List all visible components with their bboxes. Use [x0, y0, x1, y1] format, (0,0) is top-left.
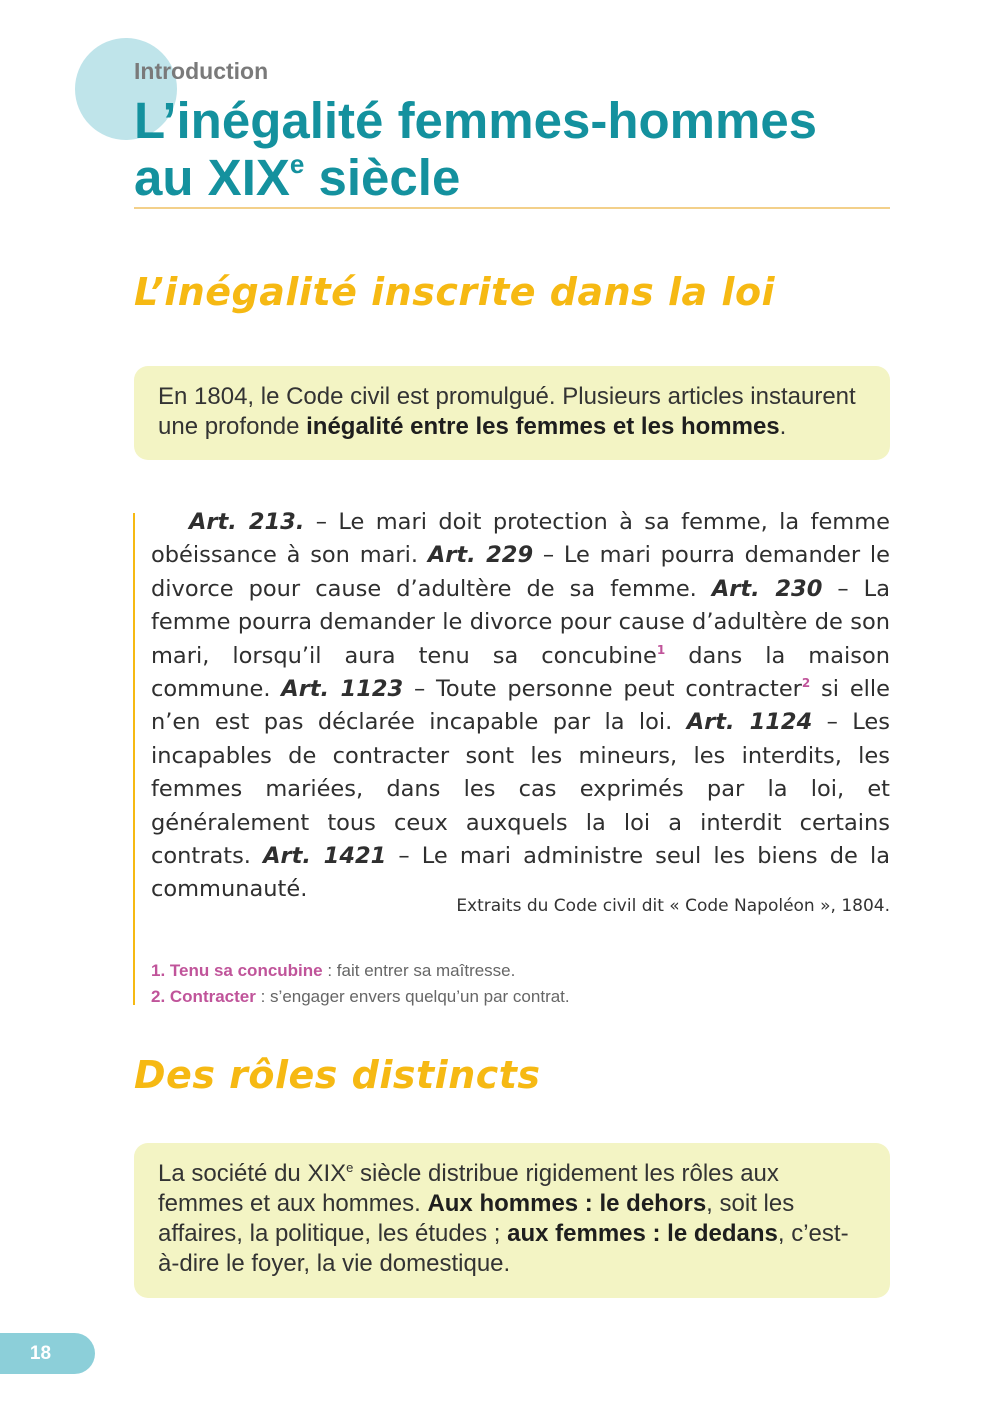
footnote-item [151, 958, 890, 984]
footnote-term: 2. Contracter [151, 987, 256, 1006]
footnotes [151, 958, 890, 1010]
intro-text: En 1804, le Code civil est promulgué. Plusieurs articles instaurent une profonde [158, 383, 856, 440]
intro-bold: inégalité entre les femmes et les hommes [306, 413, 780, 440]
quote-source: Extraits du Code civil dit « Code Napoléon », 1804. [456, 896, 890, 916]
section-heading-roles: Des rôles distincts [134, 1053, 541, 1097]
roles-bold-men: Aux hommes : le dehors [427, 1190, 707, 1217]
roles-text: , c’est-à-dire le foyer, la vie domestique. [158, 1220, 849, 1277]
article-text: si elle n’en est pas déclarée incapable par la loi. [151, 676, 891, 736]
article-text: – Le mari administre seul les biens de la communauté. [151, 843, 890, 903]
article-text: – Les incapables de contracter sont les mineurs, les interdits, les femmes mariées, dans les cas exprimés par la loi, et généralement tous ceux auxquels la loi a interdit certains contrats. [151, 709, 890, 870]
article-label: Art. 229 [427, 542, 534, 569]
footnote-definition: : s’engager envers quelqu’un par contrat. [255, 987, 570, 1006]
page-number: 18 [0, 1333, 95, 1374]
footnote-ref-2[interactable]: 2 [801, 676, 811, 691]
roles-text: siècle distribue rigidement les rôles aux femmes et aux hommes. [158, 1160, 779, 1217]
intro-box-law [134, 366, 890, 460]
article-text: dans la maison commune. [151, 642, 890, 703]
footnote-definition: : fait entrer sa maîtresse. [322, 961, 516, 980]
article-label: Art. 1124 [686, 709, 813, 736]
footnote-item [151, 984, 890, 1010]
article-label: Art. 213. [189, 509, 305, 535]
article-label: Art. 1421 [263, 843, 387, 870]
roles-superscript: e [346, 1160, 354, 1175]
footnote-term: 1. Tenu sa concubine [151, 961, 323, 980]
title-divider [134, 207, 890, 209]
article-text: – Toute personne peut contracter [403, 676, 802, 703]
title-line-1: L’inégalité femmes-hommes [134, 92, 818, 149]
intro-box-roles [134, 1143, 890, 1298]
page-title [134, 92, 894, 206]
article-label: Art. 230 [711, 575, 823, 602]
intro-end: . [779, 413, 787, 440]
title-superscript: e [289, 149, 305, 179]
section-heading-law: L’inégalité inscrite dans la loi [134, 270, 776, 314]
article-text: – Le mari doit protection à sa femme, la femme obéissance à son mari. [151, 509, 890, 569]
roles-text: La société du XIX [158, 1160, 347, 1187]
article-label: Art. 1123 [281, 676, 404, 703]
title-line-2-post: siècle [304, 149, 461, 206]
footnote-ref-1[interactable]: 1 [656, 642, 666, 657]
roles-bold-women: aux femmes : le dedans [507, 1220, 778, 1247]
article-text: – Le mari pourra demander le divorce pour cause d’adultère de sa femme. [151, 542, 890, 602]
chapter-kicker: Introduction [134, 58, 269, 84]
code-civil-quote [151, 506, 890, 907]
title-line-2-pre: au XIX [134, 149, 290, 206]
roles-text: , soit les affaires, la politique, les études ; [158, 1190, 795, 1247]
quote-bar [133, 513, 135, 1005]
article-text: – La femme pourra demander le divorce pour cause d’adultère de son mari, lorsqu’il aura tenu sa concubine [151, 575, 890, 669]
